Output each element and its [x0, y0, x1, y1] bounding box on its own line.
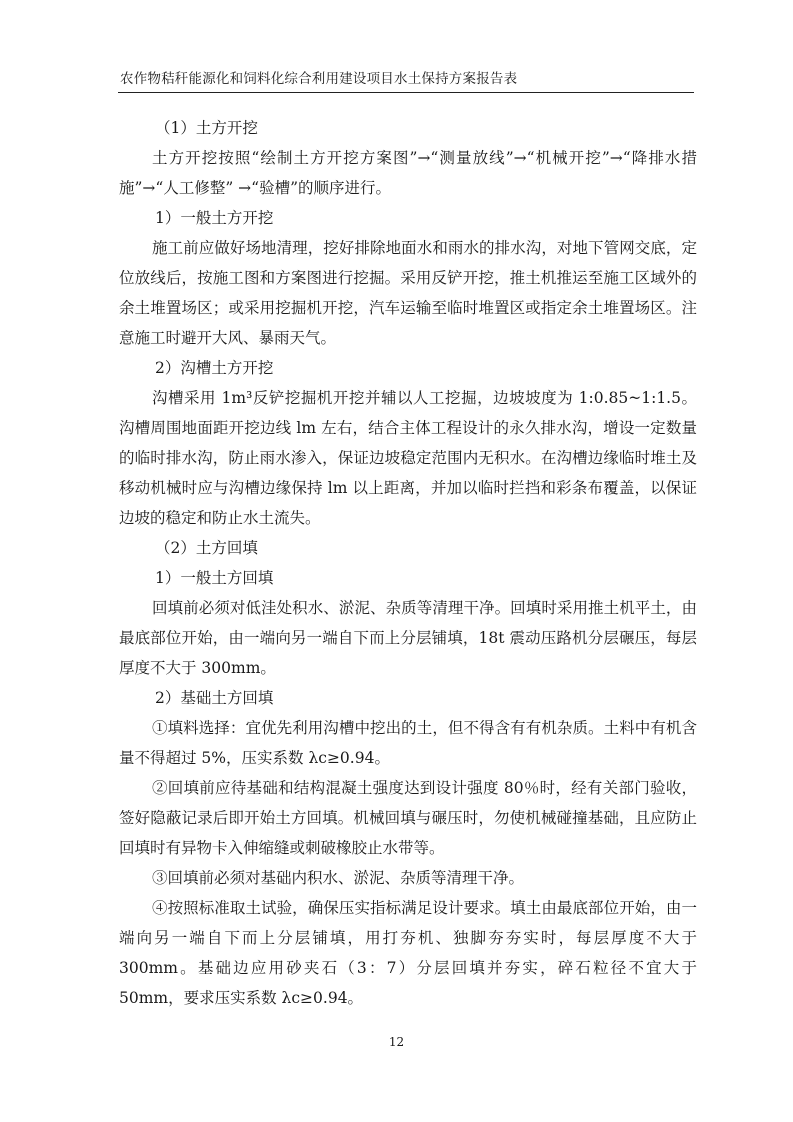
subsection-heading-general-backfill: 1）一般土方回填: [155, 569, 274, 587]
paragraph: 回填前必须对低洼处积水、淤泥、杂质等清理干净。回填时采用推土机平土，由最底部位开始，由一端向另一端自下而上分层铺填，18t 震动压路机分层碾压，每层厚度不大于 300mm。: [119, 599, 697, 677]
header-divider: [118, 92, 694, 93]
paragraph: 沟槽采用 1m³反铲挖掘机开挖并辅以人工挖掘，边坡坡度为 1:0.85~1:1.5。沟槽周围地面距开挖边线 lm 左右，结合主体工程设计的永久排水沟，增设一定数量的临时排水沟，防止雨水渗入，保证边坡稳定范围内无积水。在沟槽边缘临时堆土及移动机械时应与沟槽边缘保持 lm 以上距离，并加以临时拦挡和彩条布覆盖，以保证边坡的稳定和防止水土流失。: [119, 389, 697, 527]
section-heading-excavation: （1）土方开挖: [155, 119, 258, 137]
paragraph: ①填料选择：宜优先利用沟槽中挖出的土，但不得含有有机杂质。土料中有机含量不得超过 5%，压实系数 λc≥0.94。: [119, 719, 697, 767]
document-body: [119, 113, 697, 1013]
subsection-heading-foundation-backfill: 2）基础土方回填: [155, 689, 274, 707]
subsection-heading-general-excavation: 1）一般土方开挖: [155, 209, 274, 227]
paragraph: ③回填前必须对基础内积水、淤泥、杂质等清理干净。: [152, 869, 525, 887]
paragraph: ④按照标准取土试验，确保压实指标满足设计要求。填土由最底部位开始，由一端向另一端自下而上分层铺填，用打夯机、独脚夯夯实时，每层厚度不大于300mm。基础边应用砂夹石（3：7）分层回填并夯实，碎石粒径不宜大于 50mm，要求压实系数 λc≥0.94。: [119, 899, 697, 1007]
subsection-heading-trench-excavation: 2）沟槽土方开挖: [155, 359, 274, 377]
page-number: 12: [388, 1035, 405, 1049]
paragraph: ②回填前应待基础和结构混凝土强度达到设计强度 80％时，经有关部门验收，签好隐蔽记录后即开始土方回填。机械回填与碾压时，勿使机械碰撞基础，且应防止回填时有异物卡入伸缩缝或刺破橡胶止水带等。: [119, 779, 697, 857]
document-header: 农作物秸秆能源化和饲料化综合利用建设项目水土保持方案报告表: [120, 71, 518, 87]
paragraph: 施工前应做好场地清理，挖好排除地面水和雨水的排水沟，对地下管网交底，定位放线后，按施工图和方案图进行挖掘。采用反铲开挖，推土机推运至施工区域外的余土堆置场区；或采用挖掘机开挖，汽车运输至临时堆置区或指定余土堆置场区。注意施工时避开大风、暴雨天气。: [119, 239, 697, 347]
section-heading-backfill: （2）土方回填: [155, 539, 258, 557]
paragraph: 土方开挖按照“绘制土方开挖方案图”→“测量放线”→“机械开挖”→“降排水措施”→“人工修整” →“验槽”的顺序进行。: [119, 149, 697, 197]
